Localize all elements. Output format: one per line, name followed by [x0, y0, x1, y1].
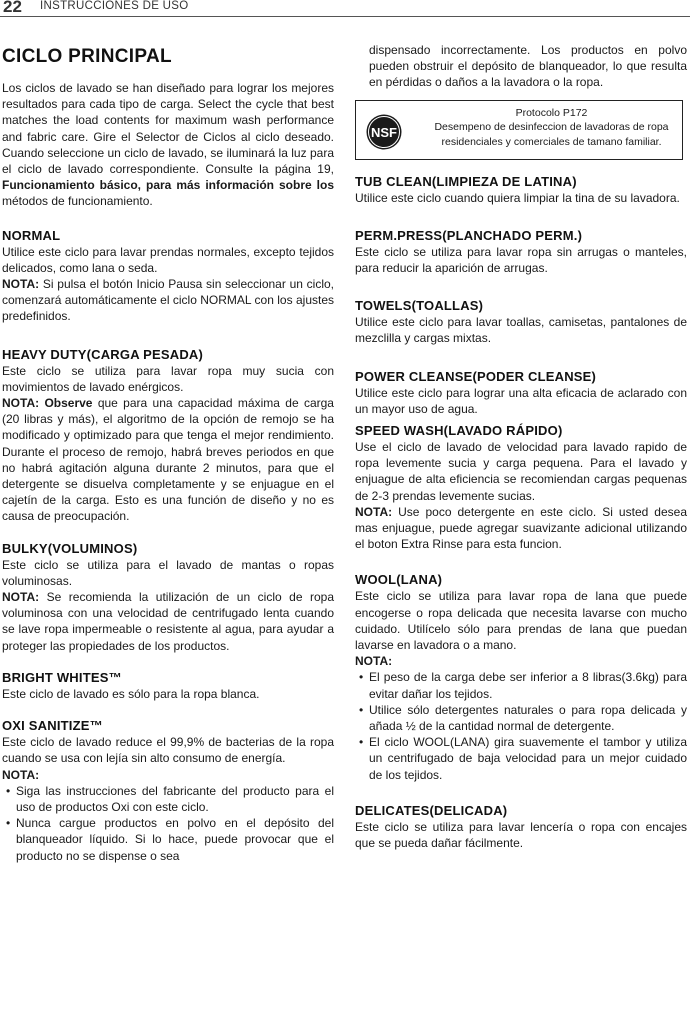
- list-item: • El ciclo WOOL(LANA) gira suavemente el tambor y utiliza un centrifugado de baja velocidad para un mejor cuidado de los tejidos.: [369, 734, 687, 783]
- section-text: Utilice este ciclo para lograr una alta eficacia de aclarado con un mayor uso de agua.: [355, 385, 687, 416]
- section-oxi-sanitize: [2, 718, 334, 864]
- intro-section: [2, 80, 334, 210]
- section-text: Utilice este ciclo cuando quiera limpiar la tina de su lavadora.: [355, 190, 680, 205]
- section-text: Este ciclo se utiliza para el lavado de mantas o ropas voluminosas.: [2, 557, 334, 588]
- section-title: NORMAL: [2, 227, 61, 243]
- page-number: 22: [3, 0, 22, 16]
- section-title: BRIGHT WHITES™: [2, 669, 122, 685]
- section-note: [2, 276, 334, 325]
- section-text: Este ciclo se utiliza para lavar lencería o ropa con encajes que se pueda dañar fácilmente.: [355, 819, 687, 851]
- section-speed-wash: [355, 423, 687, 552]
- section-text: Este ciclo se utiliza para lavar ropa muy sucia con movimientos de lavado enérgicos.: [2, 363, 334, 394]
- section-normal: [2, 228, 334, 325]
- nsf-text: [424, 106, 679, 150]
- note-label: NOTA:: [2, 590, 40, 605]
- note-list: [355, 669, 687, 782]
- section-text: Use el ciclo de lavado de velocidad para lavado rapido de ropa levemente sucia y carga pequena. Para el lavado y enjuague de alta eficiencia se recomiendan cargas pequenas de 2-3 prendas levemente sucias.: [355, 440, 687, 503]
- section-perm-press: [355, 228, 687, 276]
- nsf-description: Desempeno de desinfeccion de lavadoras de ropa residenciales y comerciales de tamano familiar.: [434, 121, 669, 148]
- list-item: • Utilice sólo detergentes naturales o para ropa delicada y añada ½ de la cantidad normal de detergente.: [369, 702, 687, 734]
- section-note: [355, 504, 687, 553]
- intro-text: Los ciclos de lavado se han diseñado para lograr los mejores resultados para cada tipo de carga. Select the cycle that best matches the load contents for maximum wash performance and fabric care. Gire el Selector de Ciclos al ciclo deseado. Cuando seleccione un ciclo de lavado, se iluminará la luz para el ciclo de lavado correspondiente. Consulte la página 19,: [2, 81, 334, 177]
- intro-paragraph: [2, 80, 334, 210]
- nsf-logo-text: NSF: [371, 124, 397, 140]
- section-title: WOOL(LANA): [355, 572, 443, 588]
- note-label: NOTA:: [2, 767, 40, 782]
- list-item: • Siga las instrucciones del fabricante del producto para el uso de productos Oxi con este ciclo.: [16, 783, 334, 815]
- note-label: NOTA: Observe: [2, 396, 93, 411]
- section-title: TOWELS(TOALLAS): [355, 298, 484, 314]
- section-bulky: [2, 541, 334, 654]
- list-item: • El peso de la carga debe ser inferior a 8 libras(3.6kg) para evitar dañar los tejidos.: [369, 669, 687, 701]
- section-delicates: [355, 803, 687, 851]
- section-title: DELICATES(DELICADA): [355, 802, 508, 818]
- nsf-certification-box: [355, 100, 683, 160]
- nsf-logo-icon: [366, 114, 402, 150]
- section-title: TUB CLEAN(LIMPIEZA DE LATINA): [355, 173, 577, 189]
- nsf-protocol: Protocolo P172: [515, 106, 588, 119]
- section-bright-whites: [2, 670, 334, 702]
- header-title: INSTRUCCIONES DE USO: [40, 0, 189, 12]
- section-title: PERM.PRESS(PLANCHADO PERM.): [355, 227, 583, 243]
- page-header: [0, 0, 690, 18]
- section-text: Este ciclo de lavado es sólo para la ropa blanca.: [2, 686, 260, 701]
- note-text: que para una capacidad máxima de carga (20 libras y más), el algoritmo de la opción de remojo se ha modificado y optimizado para que tenga el mejor rendimiento. Durante el proceso de remojo, habrá breves periodos en que no habrá agitación alguna durante 2 minutos, para que el detergente se disuelva completamente y se enjuague en el cajetín de la carga. Esto es una función de diseño y no es causa de preocupación.: [2, 396, 334, 524]
- section-title: POWER CLEANSE(PODER CLEANSE): [355, 368, 597, 384]
- section-title: HEAVY DUTY(CARGA PESADA): [2, 346, 204, 362]
- right-column: [355, 42, 687, 866]
- note-label: NOTA:: [2, 277, 40, 292]
- section-title: SPEED WASH(LAVADO RÁPIDO): [355, 423, 563, 439]
- intro-end: métodos de funcionamiento.: [2, 194, 153, 209]
- intro-bold: Funcionamiento básico, para más información sobre los: [2, 178, 334, 193]
- note-list: [2, 783, 334, 864]
- note-text: Use poco detergente en este ciclo. Si usted desea mas enjuague, puede agregar suavizante adicional utilizando el boton Extra Rinse para esta funcion.: [355, 504, 687, 552]
- note-text: Se recomienda la utilización de un ciclo de ropa voluminosa con una velocidad de centrifugado lenta cuando se lave ropa impermeable o resistente al agua, para ayudar a proteger las propiedades de los productos.: [2, 590, 334, 653]
- section-text: Utilice este ciclo para lavar toallas, camisetas, pantalones de mezclilla y cargas mixtas.: [355, 315, 687, 346]
- section-wool: [355, 572, 687, 782]
- list-item: • Nunca cargue productos en polvo en el depósito del blanqueador líquido. Si lo hace, puede provocar que el producto no se dispense o sea: [16, 815, 334, 864]
- section-text: Utilice este ciclo para lavar prendas normales, excepto tejidos delicados, como lana o seda.: [2, 244, 334, 275]
- section-note: [2, 395, 334, 525]
- section-tub-clean: [355, 174, 687, 206]
- section-towels: [355, 298, 687, 346]
- main-heading: CICLO PRINCIPAL: [2, 46, 172, 67]
- list-item-continued: dispensado incorrectamente. Los productos en polvo pueden obstruir el depósito de blanqueador, lo que resulta en pérdidas o daños a la lavadora o la ropa.: [369, 43, 687, 90]
- section-text: Este ciclo se utiliza para lavar ropa sin arrugas o manteles, para reducir la aparición de arrugas.: [355, 244, 687, 276]
- section-text: Este ciclo se utiliza para lavar ropa de lana que puede encogerse o ropa delicada que necesita lavarse con mucho cuidado. Utilícelo sólo para prendas de lana que puedan lavarse en lavadora o a mano.: [355, 589, 687, 653]
- section-note: [2, 589, 334, 654]
- section-power-cleanse: [355, 369, 687, 417]
- left-column: [2, 46, 334, 879]
- section-text: Este ciclo de lavado reduce el 99,9% de bacterias de la ropa cuando se usa con lejía sin alto consumo de energía.: [2, 735, 334, 766]
- section-heavy-duty: [2, 347, 334, 525]
- section-title: BULKY(VOLUMINOS): [2, 540, 138, 556]
- continued-list: [355, 42, 687, 91]
- header-rule: [0, 16, 690, 17]
- note-label: NOTA:: [355, 654, 393, 669]
- note-text: Si pulsa el botón Inicio Pausa sin seleccionar un ciclo, comenzará automáticamente el ciclo NORMAL con los ajustes predefinidos.: [2, 277, 334, 324]
- section-title: OXI SANITIZE™: [2, 718, 103, 734]
- note-label: NOTA:: [355, 504, 393, 519]
